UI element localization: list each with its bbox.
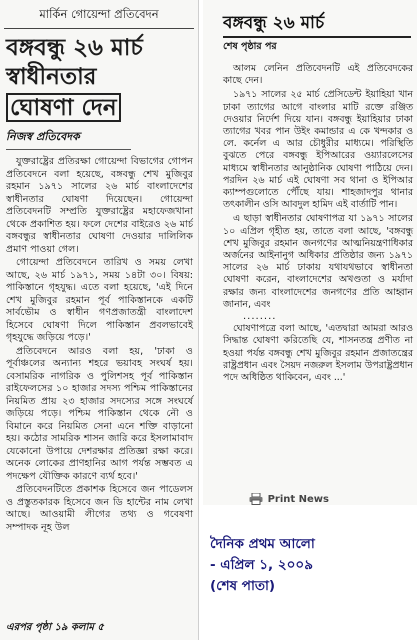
source-date: - এপ্রিল ১, ২০০৯ [210,557,313,573]
source-caption [210,534,410,597]
right-paragraph: ঘোষণাপত্রে বলা আছে, 'এতদ্বারা আমরা আরও সিদ্ধান্ত ঘোষণা করিতেছি যে, শাসনতন্ত্র প্রণীত না হওয়া পর্যন্ত বঙ্গবন্ধু শেখ মুজিবুর রহমান প্রজাতন্ত্রের রাষ্ট্রপ্রধান এবং সৈয়দ নজরুল ইসলাম উপরাষ্ট্রপ্রধান পদে অধিষ্ঠিত থাকিবেন, এবং ...' [223,323,413,384]
left-paragraph: প্রতিবেদনে আরও বলা হয়, 'ঢাকা ও পূর্বাঞ্চলের অন্যান্য শহরে ভয়াবহ সংঘর্ষ হয়। বেসামরিক নাগরিক ও পুলিশসহ পূর্ব পাকিস্তান রাইফেলসের ১০ হাজার সদস্য পশ্চিম পাকিস্তানের নিয়মিত প্রায় ২৩ হাজার সদস্যের সঙ্গে সংঘর্ষে জড়িয়ে পড়ে। পশ্চিম পাকিস্তান থেকে নৌ ও বিমানে করে নিয়মিত সেনা এনে শক্তি বাড়ানো হয়। কঠোর সামরিক শাসন জারি করে ইসলামাবাদ যেকোনো উপায়ে দেশরক্ষার প্রতিজ্ঞা রক্ষা করে। অনেক লোকের প্রাণহানির আগ পর্যন্ত সম্ভবত এ পদক্ষেপ যৌক্তিক কারণে ব্যর্থ হবে।' [6,345,193,482]
print-news-label: Print News [267,493,329,505]
ellipsis-dots: ........ [243,311,277,323]
left-paragraph: যুক্তরাষ্ট্রের প্রতিরক্ষা গোয়েন্দা বিভাগের গোপন প্রতিবেদনে বলা হয়েছে, বঙ্গবন্ধু শেখ মুজিবুর রহমান ১৯৭১ সালের ২৬ মার্চ বাংলাদেশের স্বাধীনতার ঘোষণা দিয়েছেন। গোয়েন্দা প্রতিবেদনটি সম্প্রতি যুক্তরাষ্ট্রের মহাফেজখানা থেকে প্রকাশিত হয়। ফলে দেশের বাইরেও ২৬ মার্চ বঙ্গবন্ধুর স্বাধীনতার ঘোষণা দেওয়ার দালিলিক প্রমাণ পাওয়া গেল। [6,156,193,255]
headline-line-3: ঘোষণা দেন [6,93,121,122]
left-article-body [6,156,193,534]
right-news-clipping [203,0,417,505]
print-news-button[interactable] [249,493,329,505]
printer-icon [249,493,263,505]
byline: নিজস্ব প্রতিবেদক [6,128,131,150]
left-news-clipping [0,0,199,640]
headline-line-2: স্বাধীনতার [6,63,97,90]
right-headline: বঙ্গবন্ধু ২৬ মার্চ [223,13,325,33]
right-paragraph: আলম লেনিন প্রতিবেদনটি এই প্রতিবেদকের কাছে দেন। [223,63,413,87]
right-article-body [223,63,413,384]
left-headline [6,33,192,122]
continued-from: শেষ পৃষ্ঠার পর [223,41,277,52]
kicker: মার্কিন গোয়েন্দা প্রতিবেদন [4,0,194,29]
continued-note: এরপর পৃষ্ঠা ১৯ কলাম ৫ [6,622,104,633]
left-paragraph: প্রতিবেদনটিতে প্রকাশক হিসেবে জন পাডেলস ও প্রস্তুতকারক হিসেবে জন ডি হান্টের নাম লেখা আছে। আওয়ামী লীগের তথ্য ও গবেষণা সম্পাদক নূহ উল [6,484,193,533]
left-paragraph: গোয়েন্দা প্রতিবেদনে তারিখ ও সময় লেখা আছে, ২৬ মার্চ ১৯৭১, সময় ১৪টা ৩০। বিষয়: পাকিস্তানে গৃহযুদ্ধ। এতে বলা হয়েছে, 'এই দিনে শেখ মুজিবুর রহমান পূর্ব পাকিস্তানকে একটি সার্বভৌম ও স্বাধীন গণপ্রজাতন্ত্রী বাংলাদেশ হিসেবে ঘোষণা দিলে পাকিস্তান প্রবলভাবেই গৃহযুদ্ধে জড়িয়ে পড়ে।' [6,257,193,343]
headline-divider [223,36,411,38]
right-paragraph: ১৯৭১ সালের ২৫ মার্চ প্রেসিডেন্ট ইয়াহিয়া খান ঢাকা ত্যাগের আগে বাংলার মাটি রক্তে রঞ্জিত দেওয়ার নির্দেশ দিয়ে যান। বঙ্গবন্ধু ইয়াহিয়ার ঢাকা ত্যাগের খবর পান উইং কমান্ডার এ কে খন্দকার ও লে. কর্নেল এ আর চৌধুরীর মাধ্যমে। পরিস্থিতি বুঝতে পেরে বঙ্গবন্ধু ইপিআরের ওয়্যারলেসের মাধ্যমে স্বাধীনতার আনুষ্ঠানিক ঘোষণা পাঠিয়ে দেন। পরদিন ২৬ মার্চ এই ঘোষণা সব থানা ও ইপিআর ক্যাম্পগুলোতে পৌঁছে যায়। শাহজাদপুর থানার তৎকালীন ওসি আবদুল হামিদ এই বার্তাটি পান। [223,89,413,211]
source-page: (শেষ পাতা) [210,578,276,594]
right-paragraph: এ ছাড়া স্বাধীনতার ঘোষণাপত্র যা ১৯৭১ সালের ১০ এপ্রিল গৃহীত হয়, তাতে বলা আছে, 'বঙ্গবন্ধু শেখ মুজিবুর রহমান জনগণের আত্মনিয়ন্ত্রণাধিকার অর্জনের আইনানুগ অধিকার প্রতিষ্ঠার জন্য ১৯৭১ সালের ২৬ মার্চ ঢাকায় যথাযথভাবে স্বাধীনতা ঘোষণা করেন, বাংলাদেশের অখণ্ডতা ও মর্যাদা রক্ষার জন্য বাংলাদেশের জনগণের প্রতি আহ্বান জানান, এবং [223,213,413,310]
source-newspaper: দৈনিক প্রথম আলো [210,536,315,552]
headline-line-1: বঙ্গবন্ধু ২৬ মার্চ [6,34,143,61]
